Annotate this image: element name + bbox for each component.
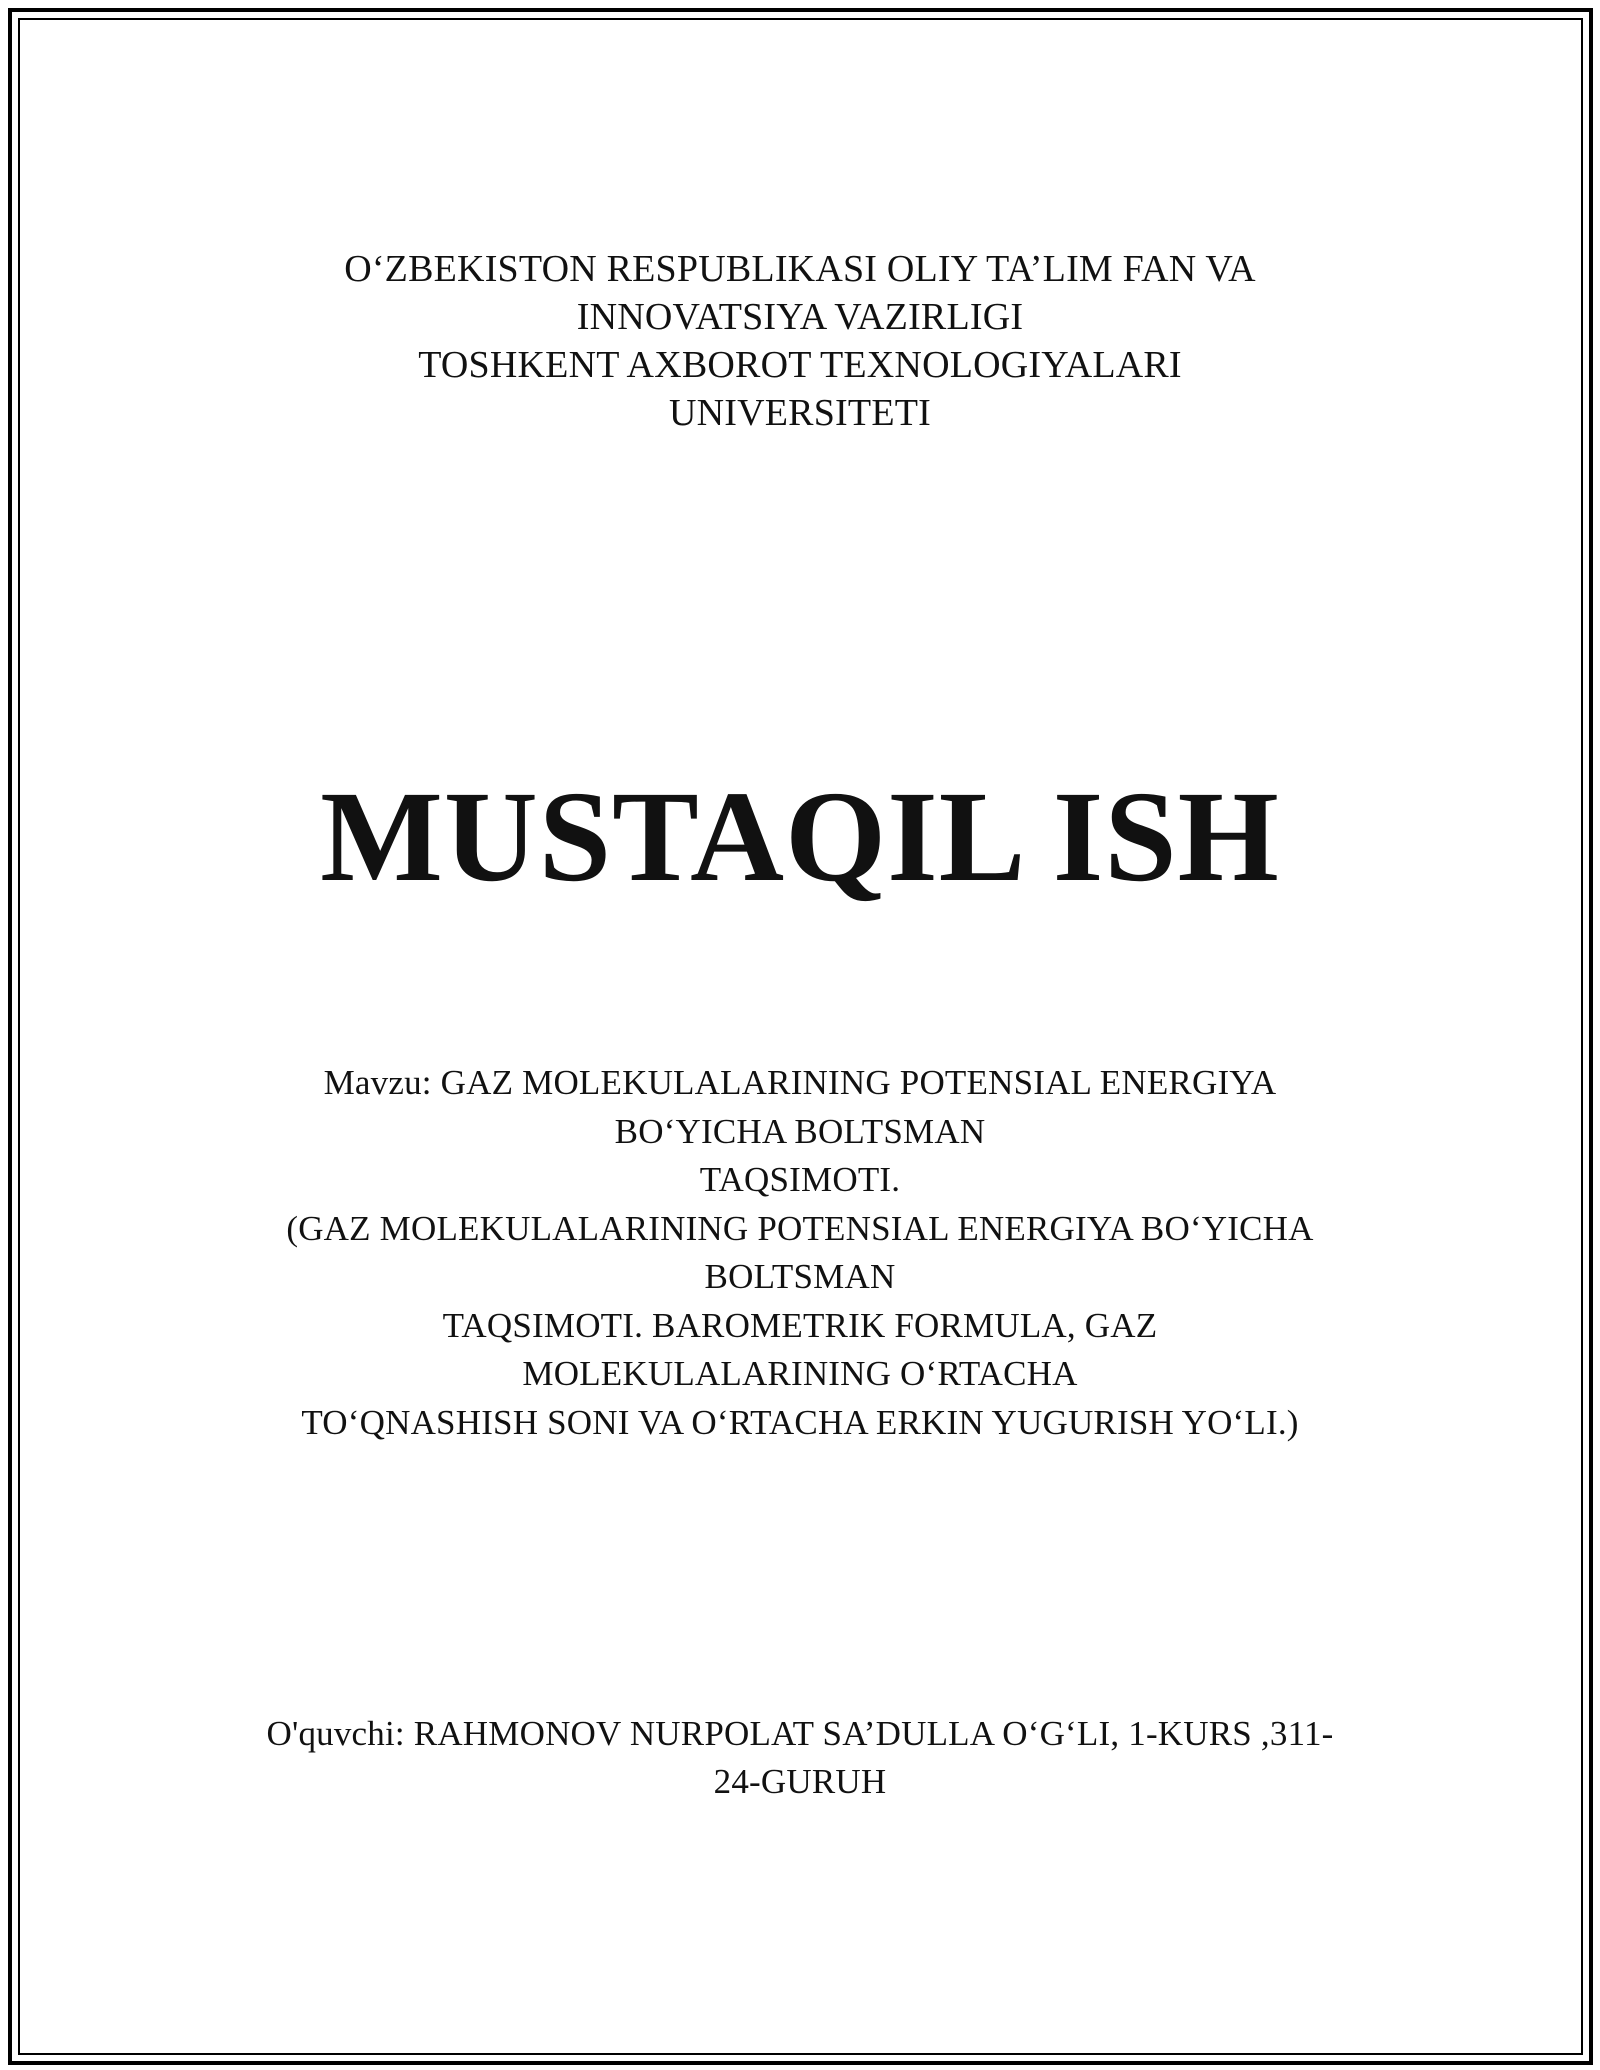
topic-line-4: (GAZ MOLEKULALARINING POTENSIAL ENERGIYA BO‘YICHA bbox=[286, 1208, 1314, 1248]
ministry-line-1: O‘ZBEKISTON RESPUBLIKASI OLIY TA’LIM FAN VA bbox=[344, 248, 1256, 290]
topic-line-7: MOLEKULALARINING O‘RTACHA bbox=[522, 1354, 1078, 1393]
student-line-2: 24-GURUH bbox=[713, 1762, 887, 1801]
ministry-header bbox=[0, 245, 1600, 437]
topic-block bbox=[0, 1059, 1600, 1447]
topic-line-8: TO‘QNASHISH SONI VA O‘RTACHA ERKIN YUGURISH YO‘LI.) bbox=[301, 1402, 1299, 1442]
document-title: MUSTAQIL ISH bbox=[320, 765, 1280, 909]
topic-line-5: BOLTSMAN bbox=[704, 1257, 896, 1296]
topic-line-2: BO‘YICHA BOLTSMAN bbox=[614, 1111, 986, 1151]
university-line-1: TOSHKENT AXBOROT TEXNOLOGIYALARI bbox=[418, 344, 1182, 386]
student-info bbox=[0, 1710, 1600, 1806]
topic-line-6: TAQSIMOTI. BAROMETRIK FORMULA, GAZ bbox=[442, 1305, 1158, 1345]
student-line-1: O'quvchi: RAHMONOV NURPOLAT SA’DULLA O‘G‘LI, 1-KURS ,311- bbox=[266, 1714, 1334, 1753]
topic-line-3: TAQSIMOTI. bbox=[699, 1160, 901, 1199]
topic-line-1: Mavzu: GAZ MOLEKULALARINING POTENSIAL ENERGIYA bbox=[323, 1063, 1277, 1102]
ministry-line-2: INNOVATSIYA VAZIRLIGI bbox=[576, 296, 1024, 338]
university-line-2: UNIVERSITETI bbox=[668, 392, 932, 434]
